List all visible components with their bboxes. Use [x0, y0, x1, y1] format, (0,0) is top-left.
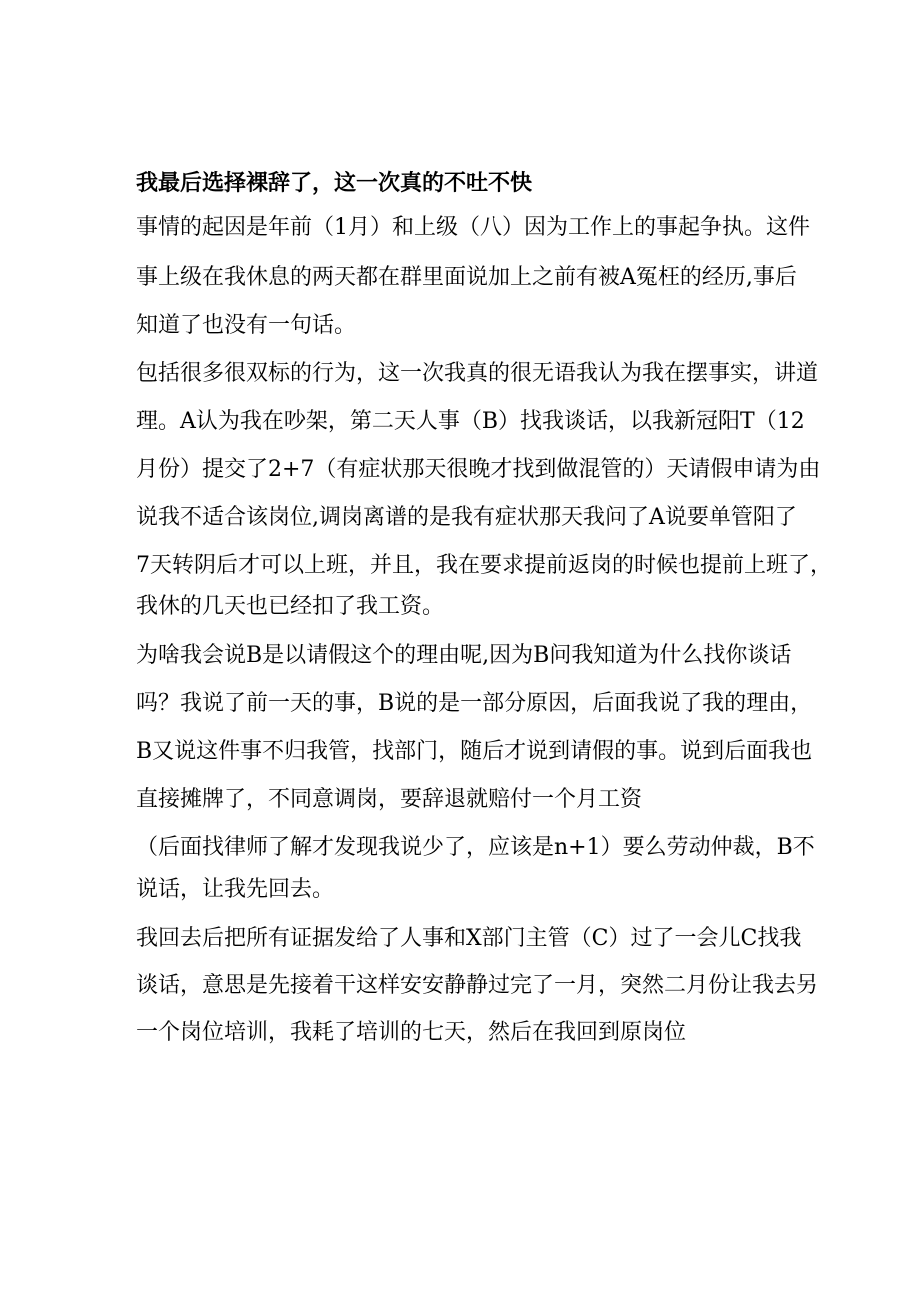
- text-line-15: 说话，让我先回去。: [136, 877, 335, 902]
- text-line-11: 吗？我说了前一天的事，B说的是一部分原因，后面我说了我的理由，: [136, 691, 813, 716]
- text-line-8: 7天转阴后才可以上班，并且，我在要求提前返岗的时候也提前上班了，: [136, 553, 832, 578]
- text-line-4: 包括很多很双标的行为，这一次我真的很无语我认为我在摆事实，讲道: [136, 361, 819, 386]
- text-line-18: 一个岗位培训，我耗了培训的七天，然后在我回到原岗位: [136, 1020, 687, 1045]
- text-line-5: 理。A认为我在吵架，第二天人事（B）找我谈话，以我新冠阳T（12: [136, 409, 805, 434]
- text-line-13: 直接摊牌了，不同意调岗，要辞退就赔付一个月工资: [136, 787, 643, 812]
- text-line-2: 事上级在我休息的两天都在群里面说加上之前有被A冤枉的经历,事后: [136, 265, 797, 290]
- text-line-12: B又说这件事不归我管，找部门，随后才说到请假的事。说到后面我也: [136, 739, 813, 764]
- text-line-9: 我休的几天也已经扣了我工资。: [136, 594, 445, 619]
- text-line-17: 谈话，意思是先接着干这样安安静静过完了一月，突然二月份让我去另: [136, 973, 819, 998]
- text-line-14: （后面找律师了解才发现我说少了，应该是n+1）要么劳动仲裁，B不: [136, 835, 815, 860]
- document-title: 我最后选择裸辞了，这一次真的不吐不快: [136, 171, 533, 196]
- text-line-6: 月份）提交了2+7（有症状那天很晚才找到做混管的）天请假申请为由: [136, 457, 821, 482]
- text-line-1: 事情的起因是年前（1月）和上级（八）因为工作上的事起争执。这件: [136, 215, 810, 240]
- text-line-16: 我回去后把所有证据发给了人事和X部门主管（C）过了一会儿C找我: [136, 926, 802, 951]
- text-line-3: 知道了也没有一句话。: [136, 313, 357, 338]
- text-line-10: 为啥我会说B是以请假这个的理由呢,因为B问我知道为什么找你谈话: [136, 643, 792, 668]
- text-line-7: 说我不适合该岗位,调岗离谱的是我有症状那天我问了A说要单管阳了: [136, 505, 797, 530]
